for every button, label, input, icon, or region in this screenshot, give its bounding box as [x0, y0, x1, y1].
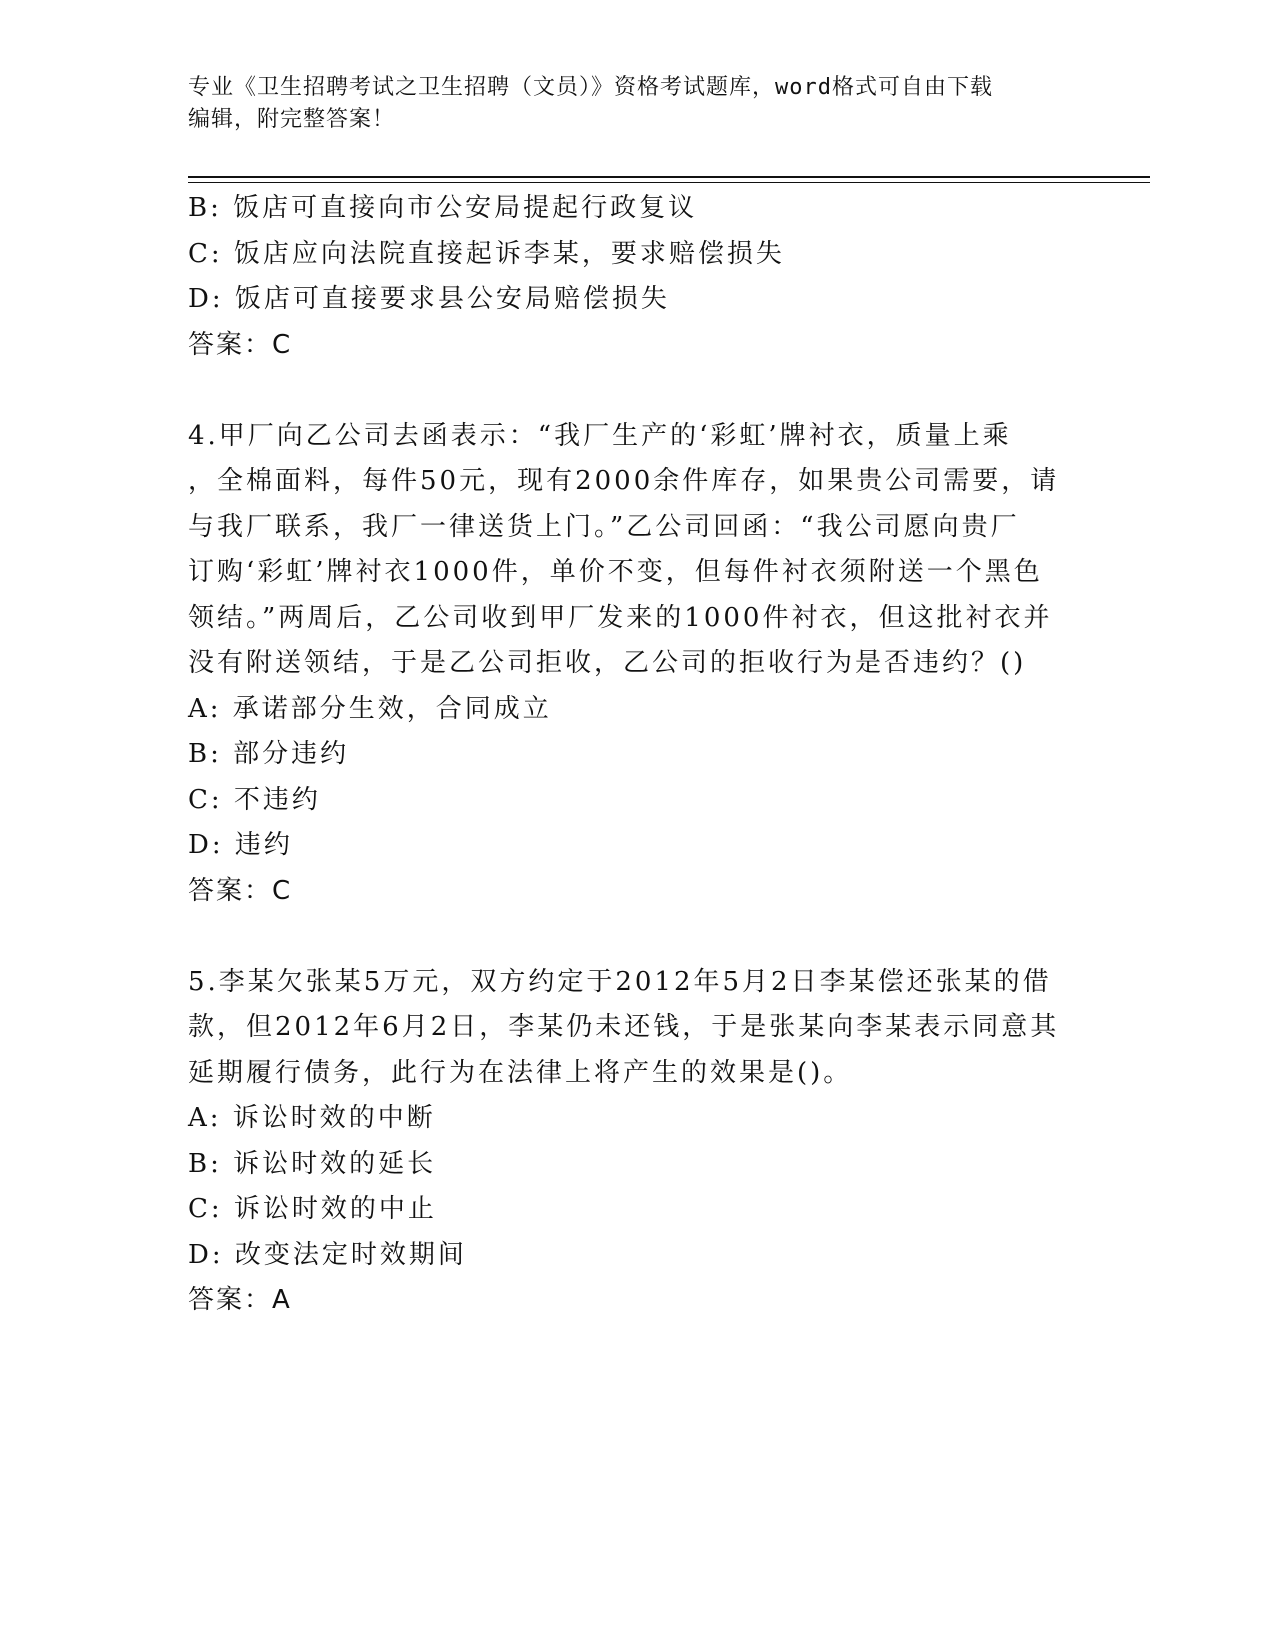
question-4-block	[188, 414, 1088, 915]
option-d: D: 饭店可直接要求县公安局赔偿损失	[188, 284, 670, 314]
question-4-text-line: 与我厂联系，我厂一律送货上门。”乙公司回函：“我公司愿向贵厂	[188, 511, 1020, 542]
question-4-text-line: 订购‘彩虹’牌衬衣1000件，单价不变，但每件衬衣须附送一个黑色	[188, 557, 1043, 587]
question-5-text-line: 款，但2012年6月2日，李某仍未还钱，于是张某向李某表示同意其	[188, 1012, 1060, 1042]
option-a: A: 诉讼时效的中断	[188, 1103, 436, 1133]
question-4-text-line: 没有附送领结，于是乙公司拒收，乙公司的拒收行为是否违约？()	[188, 648, 1027, 678]
question-5-text-line: 5.李某欠张某5万元，双方约定于2012年5月2日李某偿还张某的借	[188, 966, 1052, 997]
header-line-1: 专业《卫生招聘考试之卫生招聘（文员）》资格考试题库，word格式可自由下载	[188, 75, 993, 100]
question-5-text-line: 延期履行债务，此行为在法律上将产生的效果是()。	[188, 1057, 853, 1088]
header-line-2: 编辑，附完整答案！	[188, 107, 396, 132]
question-5-block	[188, 960, 1088, 1324]
option-c: C: 不违约	[188, 784, 321, 815]
answer-line: 答案：C	[188, 329, 293, 360]
answer-line: 答案：A	[188, 1285, 292, 1315]
question-4-text-line: 4.甲厂向乙公司去函表示：“我厂生产的‘彩虹’牌衬衣，质量上乘	[188, 420, 1012, 451]
prev-question-block	[188, 186, 1088, 368]
option-d: D: 改变法定时效期间	[188, 1239, 467, 1270]
document-header	[188, 72, 1068, 136]
answer-line: 答案：C	[188, 875, 293, 906]
question-content	[188, 186, 1088, 1324]
option-b: B: 部分违约	[188, 739, 350, 769]
option-c: C: 饭店应向法院直接起诉李某，要求赔偿损失	[188, 238, 785, 269]
option-a: A: 承诺部分生效，合同成立	[188, 693, 552, 724]
header-divider-thick	[188, 176, 1150, 178]
question-4-text-line: 领结。”两周后，乙公司收到甲厂发来的1000件衬衣，但这批衬衣并	[188, 602, 1053, 633]
spacer	[188, 914, 1088, 960]
question-4-text-line: ，全棉面料，每件50元，现有2000余件库存，如果贵公司需要，请	[188, 466, 1060, 496]
option-b: B: 饭店可直接向市公安局提起行政复议	[188, 193, 698, 223]
option-d: D: 违约	[188, 830, 293, 860]
spacer	[188, 368, 1088, 414]
option-c: C: 诉讼时效的中止	[188, 1194, 437, 1224]
header-divider-thin	[188, 182, 1150, 183]
option-b: B: 诉讼时效的延长	[188, 1148, 437, 1179]
